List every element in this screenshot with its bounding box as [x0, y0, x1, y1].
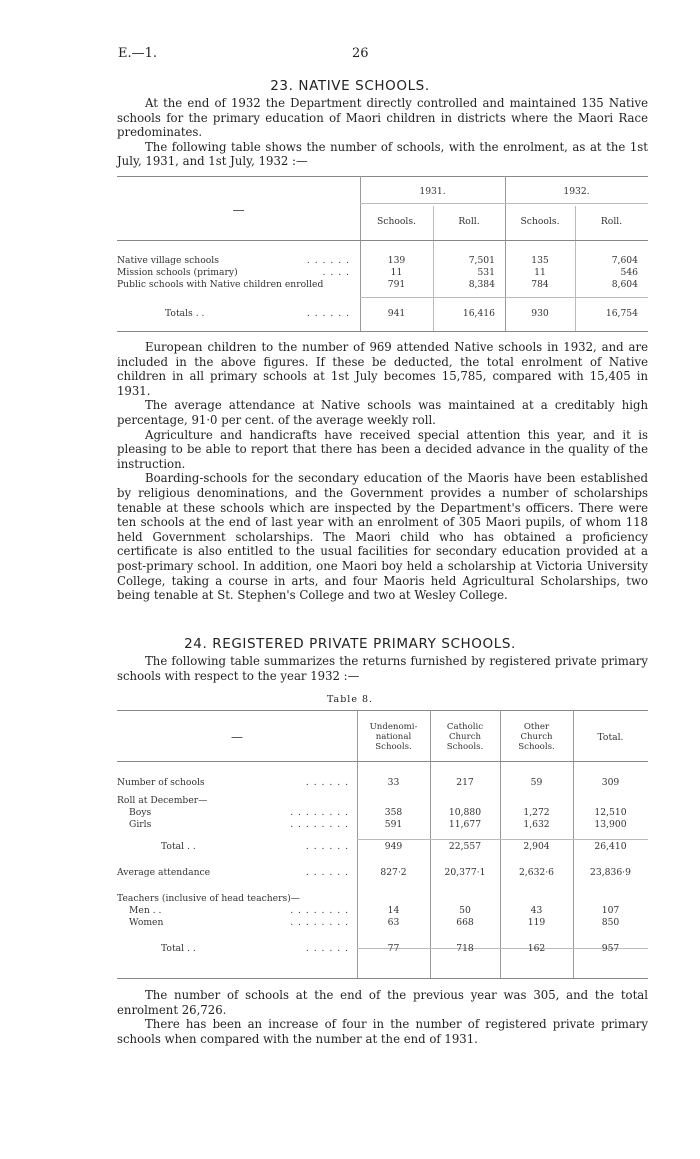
cell: 119	[527, 916, 546, 928]
cell: 162	[527, 943, 546, 954]
cell: 8,604	[611, 278, 638, 290]
cell: 1,632	[523, 818, 550, 830]
leader-dots: . . . . . .	[305, 841, 349, 852]
cell: 784	[531, 278, 549, 290]
table-row	[117, 776, 648, 788]
leader-dots: . . . . . . . .	[290, 904, 349, 916]
table-row	[117, 904, 648, 916]
paragraph: Boarding-schools for the secondary education of the Maoris have been established by religious denominations, and the Government provides a number of scholarships tenable at these schools which are inspected by the Department's officers. There were ten schools at the end of last year with an enrolment of 305 Maori pupils, of whom 118 held Government scholarships. The Maori child who has obtained a proficiency certificate is also entitled to the usual facilities for secondary education provided at a post-primary school. In addition, one Maori boy held a scholarship at Victoria University College, taking a course in arts, and four Maoris held Agricultural Scholarships, two being tenable at St. Stephen's College and two at Wesley College.	[117, 471, 648, 603]
row-label: Number of schools	[117, 776, 205, 788]
table-row	[117, 278, 648, 290]
column-header-1931: 1931.	[419, 185, 446, 197]
cell: 13,900	[594, 818, 627, 830]
leader-dots: . . . . . . . .	[290, 818, 349, 830]
leader-dots: . . . . . . . .	[290, 916, 349, 928]
cell: 546	[620, 266, 638, 278]
cell: 850	[601, 916, 620, 928]
paragraph: The following table summarizes the returns furnished by registered private primary schools with respect to the year 1932 :—	[117, 654, 648, 683]
table-row	[117, 916, 648, 928]
cell: 43	[530, 904, 543, 916]
native-schools-intro	[117, 96, 648, 169]
cell: 718	[456, 943, 474, 954]
cell: 930	[531, 307, 549, 319]
table-rule	[117, 331, 648, 332]
cell: 217	[456, 776, 474, 788]
cell: 358	[384, 806, 403, 818]
column-header-total: Total.	[597, 731, 624, 743]
private-schools-intro	[117, 654, 648, 683]
row-label: Average attendance	[117, 867, 211, 878]
paragraph: There has been an increase of four in the number of registered private primary schools when compared with the number at the end of 1931.	[117, 1017, 648, 1046]
table-row	[117, 852, 648, 878]
row-label: Mission schools (primary)	[117, 266, 238, 278]
leader-dots: . . . . . .	[306, 307, 350, 319]
cell: 16,416	[462, 307, 495, 319]
cell: 12,510	[594, 806, 627, 818]
cell: 50	[459, 904, 471, 916]
column-header-catholic: Catholic Church Schools.	[446, 722, 484, 752]
column-header-undenominational: Undenomi- national Schools.	[369, 722, 418, 752]
table-stub-header: —	[232, 203, 245, 217]
leader-dots: . . . . . .	[305, 867, 349, 878]
column-header-roll: Roll.	[600, 215, 623, 227]
cell: 23,836·9	[590, 867, 631, 878]
cell: 591	[384, 818, 403, 830]
cell: 11	[390, 266, 403, 278]
cell: 107	[601, 904, 620, 916]
table-total-row	[117, 830, 648, 852]
row-group-label: Roll at December—	[117, 795, 208, 806]
page-reference: E.—1.	[118, 46, 158, 61]
cell: 941	[387, 307, 406, 319]
native-schools-body	[117, 340, 648, 603]
table-rule	[117, 176, 648, 177]
paragraph: The average attendance at Native schools was maintained at a creditably high percentage, 91·0 per cent. of the average weekly roll.	[117, 398, 648, 427]
table-group-heading	[117, 878, 648, 904]
cell: 2,904	[523, 841, 550, 852]
cell: 1,272	[523, 806, 550, 818]
leader-dots: . . . . . . . .	[290, 806, 349, 818]
page-number: 26	[352, 46, 369, 61]
cell: 10,880	[448, 806, 482, 818]
table-row	[117, 818, 648, 830]
row-label: Native village schools	[117, 254, 219, 266]
table-total-row	[117, 928, 648, 954]
cell: 14	[387, 904, 400, 916]
cell: 16,754	[605, 307, 638, 319]
row-label: Girls	[129, 818, 152, 830]
native-schools-table	[117, 180, 648, 326]
cell: 33	[387, 776, 400, 788]
row-label: Women	[129, 916, 164, 928]
cell: 827·2	[380, 867, 407, 878]
cell: 11	[534, 266, 546, 278]
cell: 8,384	[468, 278, 495, 290]
leader-dots: . . . . . .	[306, 254, 350, 266]
paragraph: Agriculture and handicrafts have received special attention this year, and it is pleasing to be able to report that there has been a decided advance in the quality of the instruction.	[117, 427, 648, 471]
paragraph: European children to the number of 969 attended Native schools in 1932, and are included in the above figures. If these be deducted, the total enrolment of Native children in all primary schools at 1st July becomes 15,785, compared with 15,405 in 1931.	[117, 340, 648, 398]
cell: 309	[601, 776, 620, 788]
row-label: Public schools with Native children enrolled	[117, 278, 324, 290]
row-label: Boys	[129, 806, 152, 818]
row-label: Men . .	[129, 904, 162, 916]
section-title-native-schools: 23. NATIVE SCHOOLS.	[270, 78, 430, 94]
cell: 531	[477, 266, 495, 278]
table-row	[117, 254, 648, 266]
private-schools-table	[117, 714, 648, 954]
leader-dots: . . . . . .	[305, 943, 349, 954]
cell: 77	[387, 943, 400, 954]
column-header-roll: Roll.	[458, 215, 480, 227]
table-row	[117, 806, 648, 818]
cell: 20,377·1	[444, 867, 486, 878]
cell: 668	[456, 916, 474, 928]
cell: 791	[387, 278, 406, 290]
table-caption: Table 8.	[326, 694, 374, 705]
cell: 949	[384, 841, 403, 852]
cell: 63	[387, 916, 400, 928]
row-label: Total . .	[161, 943, 196, 954]
paragraph: The following table shows the number of schools, with the enrolment, as at the 1st July, 1931, and 1st July, 1932 :—	[117, 139, 648, 169]
cell: 7,501	[468, 254, 495, 266]
table-group-heading	[117, 788, 648, 806]
table-total-row	[117, 300, 648, 326]
cell: 59	[530, 776, 543, 788]
section-title-private-schools: 24. REGISTERED PRIVATE PRIMARY SCHOOLS.	[184, 636, 516, 652]
row-group-label: Teachers (inclusive of head teachers)—	[117, 893, 300, 904]
row-label: Totals . .	[165, 307, 205, 319]
paragraph: The number of schools at the end of the previous year was 305, and the total enrolment 26,726.	[117, 988, 648, 1017]
cell: 7,604	[611, 254, 638, 266]
cell: 11,677	[448, 818, 482, 830]
cell: 2,632·6	[518, 867, 555, 878]
cell: 957	[601, 943, 620, 954]
private-schools-body	[117, 988, 648, 1046]
cell: 135	[531, 254, 549, 266]
table-row	[117, 266, 648, 278]
cell: 26,410	[594, 841, 627, 852]
column-header-schools: Schools.	[520, 215, 560, 227]
column-header-schools: Schools.	[377, 215, 416, 227]
column-header-other-church: Other Church Schools.	[518, 722, 555, 752]
column-header-1932: 1932.	[563, 185, 590, 197]
row-label: Total . .	[161, 841, 196, 852]
table-stub-header: —	[231, 730, 243, 744]
leader-dots: . . . .	[322, 266, 350, 278]
cell: 22,557	[448, 841, 482, 852]
leader-dots: . . . . . .	[305, 776, 349, 788]
cell: 139	[387, 254, 406, 266]
table-rule	[117, 710, 648, 711]
table-rule	[117, 978, 648, 979]
paragraph: At the end of 1932 the Department directly controlled and maintained 135 Native schools for the primary education of Maori children in districts where the Maori Race predominates.	[117, 96, 648, 140]
